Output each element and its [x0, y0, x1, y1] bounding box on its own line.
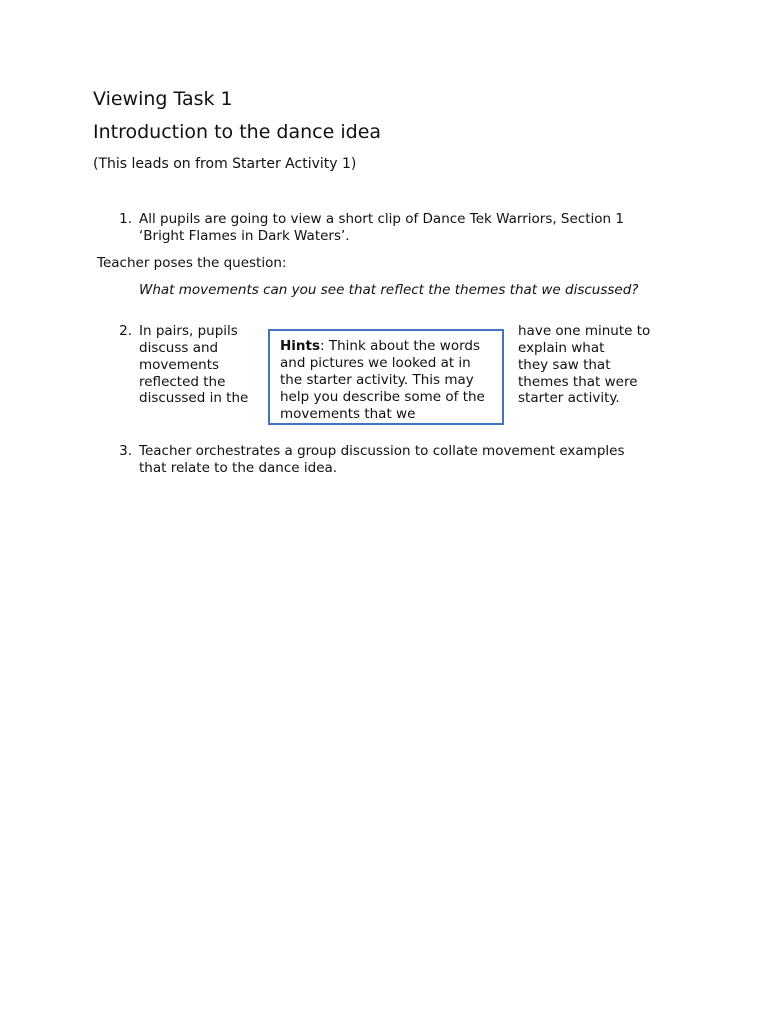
item-text-line: explain what	[518, 340, 605, 356]
discussion-question: What movements can you see that reflect the themes that we discussed?	[139, 282, 639, 298]
teacher-prompt: Teacher poses the question:	[97, 255, 287, 271]
item-text-line: discuss and	[139, 340, 219, 356]
hints-line: : Think about the words	[320, 338, 480, 354]
item-text-line: discussed in the	[139, 390, 249, 406]
item-text-line: have one minute to	[518, 323, 651, 339]
hints-line: the starter activity. This may	[280, 372, 474, 388]
item-text-line: All pupils are going to view a short clip of Dance Tek Warriors, Section 1	[139, 211, 624, 227]
item-text-line: themes that were	[518, 374, 638, 390]
item-text-line: ‘Bright Flames in Dark Waters’.	[139, 228, 350, 244]
item-text-line: that relate to the dance idea.	[139, 460, 338, 476]
intro-note: (This leads on from Starter Activity 1)	[93, 156, 357, 172]
hints-box	[268, 329, 504, 425]
item-text-line: reflected the	[139, 374, 226, 390]
hints-line: and pictures we looked at in	[280, 355, 471, 371]
item-text-line: starter activity.	[518, 390, 620, 406]
section-heading: Introduction to the dance idea	[93, 121, 382, 143]
item-number: 1.	[119, 211, 132, 227]
hints-text	[280, 338, 485, 423]
item-number: 2.	[119, 323, 132, 339]
page-title: Viewing Task 1	[93, 88, 233, 110]
item-text-line: In pairs, pupils	[139, 323, 238, 339]
item-number: 3.	[119, 443, 132, 459]
hints-label: Hints	[280, 338, 321, 354]
item-text-line: Teacher orchestrates a group discussion to collate movement examples	[139, 443, 625, 459]
hints-line: help you describe some of the	[280, 389, 485, 405]
item-text-line: they saw that	[518, 357, 611, 373]
hints-line: movements that we	[280, 406, 416, 422]
item-text-line: movements	[139, 357, 220, 373]
